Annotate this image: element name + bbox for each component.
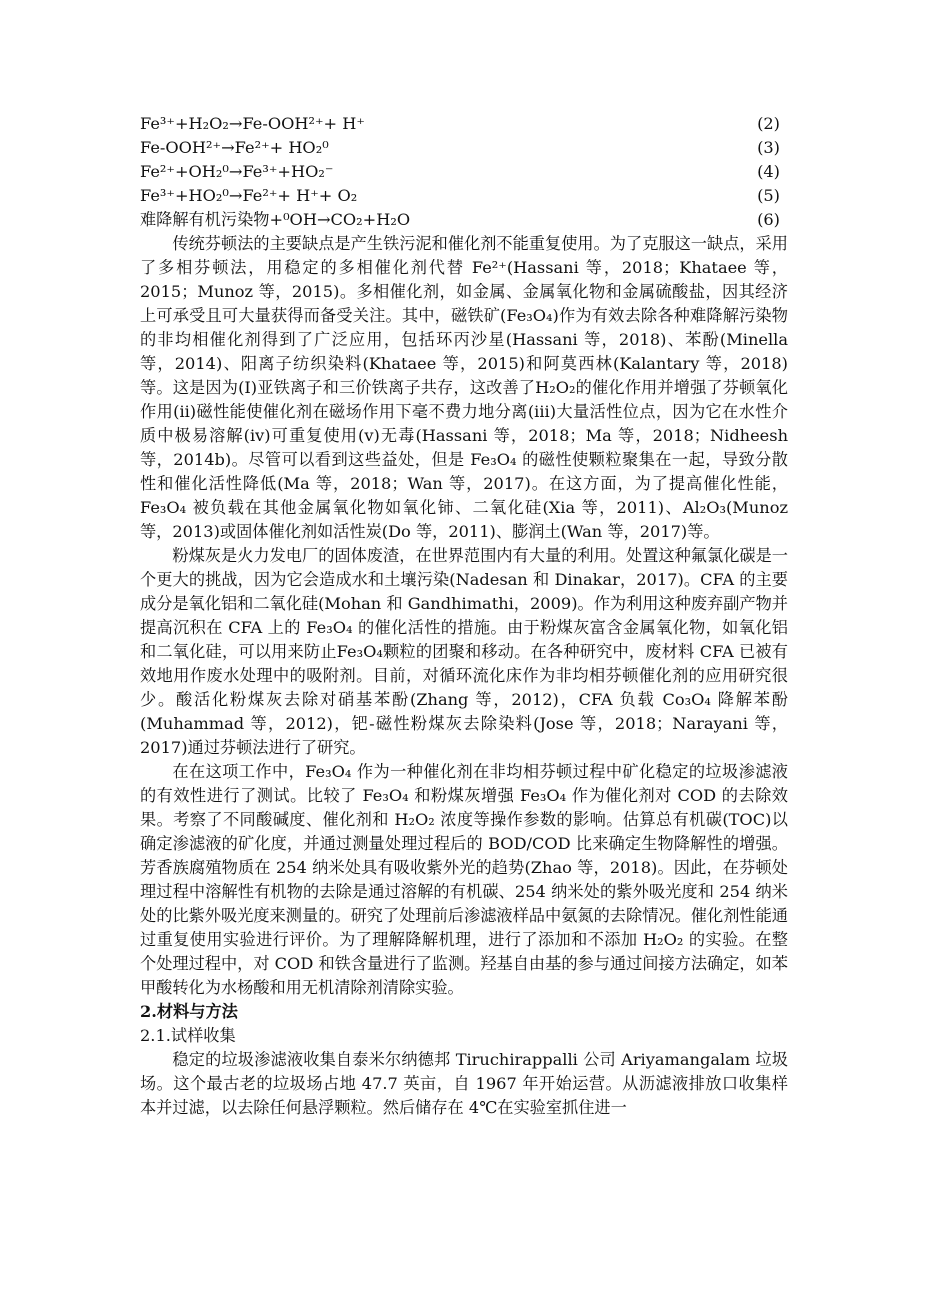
paragraph-this-work: 在在这项工作中，Fe₃O₄ 作为一种催化剂在非均相芬顿过程中矿化稳定的垃圾渗滤液的有效性进行了测试。比较了 Fe₃O₄ 和粉煤灰增强 Fe₃O₄ 作为催化剂对 COD 的去除效果。考察了不同酸碱度、催化剂和 H₂O₂ 浓度等操作参数的影响。估算总有机碳(TOC)以确定渗滤液的矿化度，并通过测量处理过程后的 BOD/COD 比来确定生物降解性的增强。芳香族腐殖物质在 254 纳米处具有吸收紫外光的趋势(Zhao 等，2018)。因此，在芬顿处理过程中溶解性有机物的去除是通过溶解的有机碳、254 纳米处的紫外吸光度和 254 纳米处的比紫外吸光度来测量的。研究了处理前后渗滤液样品中氨氮的去除情况。催化剂性能通过重复使用实验进行评价。为了理解降解机理，进行了添加和不添加 H₂O₂ 的实验。在整个处理过程中，对 COD 和铁含量进行了监测。羟基自由基的参与通过间接方法确定，如苯甲酸转化为水杨酸和用无机清除剂清除实验。	[140, 762, 788, 997]
equation-number: (3)	[757, 138, 780, 157]
equation-text: 难降解有机污染物+⁰OH→CO₂+H₂O	[140, 210, 411, 229]
paragraph-sample-collection: 稳定的垃圾渗滤液收集自泰米尔纳德邦 Tiruchirappalli 公司 Ariyamangalam 垃圾场。这个最古老的垃圾场占地 47.7 英亩，自 1967 年开始运营。从沥滤液排放口收集样本并过滤，以去除任何悬浮颗粒。然后储存在 4℃在实验室抓住进一	[140, 1050, 788, 1117]
equation-2	[140, 112, 788, 136]
document-page	[140, 112, 788, 1120]
equation-text: Fe²⁺+OH₂⁰→Fe³⁺+HO₂⁻	[140, 162, 334, 181]
equation-number: (2)	[757, 114, 780, 133]
equation-number: (4)	[757, 162, 780, 181]
equation-4	[140, 160, 788, 184]
equation-number: (6)	[757, 210, 780, 229]
subsection-heading: 2.1.试样收集	[140, 1026, 236, 1045]
equation-3	[140, 136, 788, 160]
equation-text: Fe³⁺+HO₂⁰→Fe²⁺+ H⁺+ O₂	[140, 186, 358, 205]
section-heading: 2.材料与方法	[140, 1002, 238, 1021]
paragraph-fly-ash: 粉煤灰是火力发电厂的固体废渣，在世界范围内有大量的利用。处置这种氟氯化碳是一个更大的挑战，因为它会造成水和土壤污染(Nadesan 和 Dinakar，2017)。CFA 的主要成分是氧化铝和二氧化硅(Mohan 和 Gandhimathi，2009)。作为利用这种废弃副产物并提高沉积在 CFA 上的 Fe₃O₄ 的催化活性的措施。由于粉煤灰富含金属氧化物，如氧化铝和二氧化硅，可以用来防止Fe₃O₄颗粒的团聚和移动。在各种研究中，废材料 CFA 已被有效地用作废水处理中的吸附剂。目前，对循环流化床作为非均相芬顿催化剂的应用研究很少。酸活化粉煤灰去除对硝基苯酚(Zhang 等，2012)，CFA 负载 Co₃O₄ 降解苯酚(Muhammad 等，2012)，钯-磁性粉煤灰去除染料(Jose 等，2018；Narayani 等，2017)通过芬顿法进行了研究。	[140, 546, 788, 757]
equation-6	[140, 208, 788, 232]
equation-number: (5)	[757, 186, 780, 205]
equation-text: Fe-OOH²⁺→Fe²⁺+ HO₂⁰	[140, 138, 329, 157]
equation-5	[140, 184, 788, 208]
equation-text: Fe³⁺+H₂O₂→Fe-OOH²⁺+ H⁺	[140, 114, 365, 133]
paragraph-fenton-drawbacks: 传统芬顿法的主要缺点是产生铁污泥和催化剂不能重复使用。为了克服这一缺点，采用了多相芬顿法，用稳定的多相催化剂代替 Fe²⁺(Hassani 等，2018；Khataee 等，2015；Munoz 等，2015)。多相催化剂，如金属、金属氧化物和金属硫酸盐，因其经济上可承受且可大量获得而备受关注。其中，磁铁矿(Fe₃O₄)作为有效去除各种难降解污染物的非均相催化剂得到了广泛应用，包括环丙沙星(Hassani 等，2018)、苯酚(Minella 等，2014)、阳离子纺织染料(Khataee 等，2015)和阿莫西林(Kalantary 等，2018)等。这是因为(I)亚铁离子和三价铁离子共存，这改善了H₂O₂的催化作用并增强了芬顿氧化作用(ii)磁性能使催化剂在磁场作用下毫不费力地分离(iii)大量活性位点，因为它在水性介质中极易溶解(iv)可重复使用(v)无毒(Hassani 等，2018；Ma 等，2018；Nidheesh 等，2014b)。尽管可以看到这些益处，但是 Fe₃O₄ 的磁性使颗粒聚集在一起，导致分散性和催化活性降低(Ma 等，2018；Wan 等，2017)。在这方面，为了提高催化性能，Fe₃O₄ 被负载在其他金属氧化物如氧化铈、二氧化硅(Xia 等，2011)、Al₂O₃(Munoz 等，2013)或固体催化剂如活性炭(Do 等，2011)、膨润土(Wan 等，2017)等。	[140, 234, 788, 541]
